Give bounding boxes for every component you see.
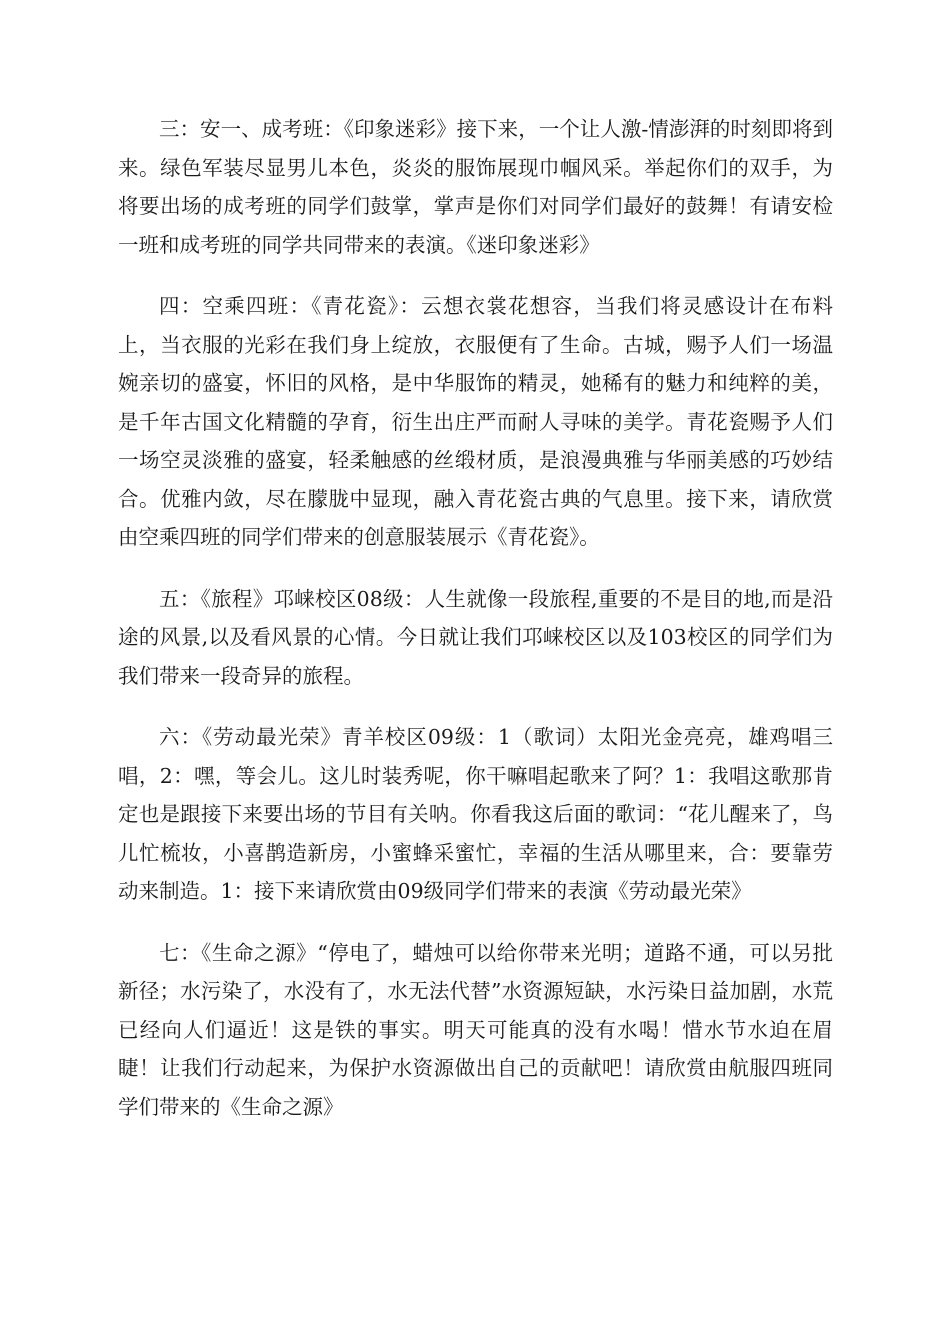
document-body xyxy=(118,110,833,1149)
paragraph-3-camouflage: 三：安一、成考班：《印象迷彩》接下来，一个让人激-情澎湃的时刻即将到来。绿色军装尽显男儿本色，炎炎的服饰展现巾帼风采。举起你们的双手，为将要出场的成考班的同学们鼓掌，掌声是你们对同学们最好的鼓舞！有请安检一班和成考班的同学共同带来的表演。《迷印象迷彩》 xyxy=(118,117,833,257)
paragraph-4-blue-and-white-porcelain: 四：空乘四班：《青花瓷》：云想衣裳花想容，当我们将灵感设计在布料上，当衣服的光彩在我们身上绽放，衣服便有了生命。古城，赐予人们一场温婉亲切的盛宴，怀旧的风格，是中华服饰的精灵，她稀有的魅力和纯粹的美，是千年古国文化精髓的孕育，衍生出庄严而耐人寻味的美学。青花瓷赐予人们一场空灵淡雅的盛宴，轻柔触感的丝缎材质，是浪漫典雅与华丽美感的巧妙结合。优雅内敛，尽在朦胧中显现，融入青花瓷古典的气息里。接下来，请欣赏由空乘四班的同学们带来的创意服装展示《青花瓷》。 xyxy=(118,294,833,549)
paragraph-6-labor-is-glorious: 六：《劳动最光荣》青羊校区09级：1（歌词）太阳光金亮亮，雄鸡唱三唱，2：嘿，等会儿。这儿时装秀呢，你干嘛唱起歌来了阿？1：我唱这歌那肯定也是跟接下来要出场的节目有关呐。你看我这后面的歌词：“花儿醒来了，鸟儿忙梳妆，小喜鹊造新房，小蜜蜂采蜜忙，幸福的生活从哪里来，合：要靠劳动来制造。1：接下来请欣赏由09级同学们带来的表演《劳动最光荣》 xyxy=(118,725,833,903)
paragraph-5-journey: 五：《旅程》邛崃校区08级：人生就像一段旅程,重要的不是目的地,而是沿途的风景,以及看风景的心情。今日就让我们邛崃校区以及103校区的同学们为我们带来一段奇异的旅程。 xyxy=(118,586,833,688)
paragraph-7-source-of-life: 七：《生命之源》“停电了，蜡烛可以给你带来光明；道路不通，可以另批新径；水污染了，水没有了，水无法代替”水资源短缺，水污染日益加剧，水荒已经向人们逼近！这是铁的事实。明天可能真的没有水喝！惜水节水迫在眉睫！让我们行动起来，为保护水资源做出自己的贡献吧！请欣赏由航服四班同学们带来的《生命之源》 xyxy=(118,940,833,1119)
